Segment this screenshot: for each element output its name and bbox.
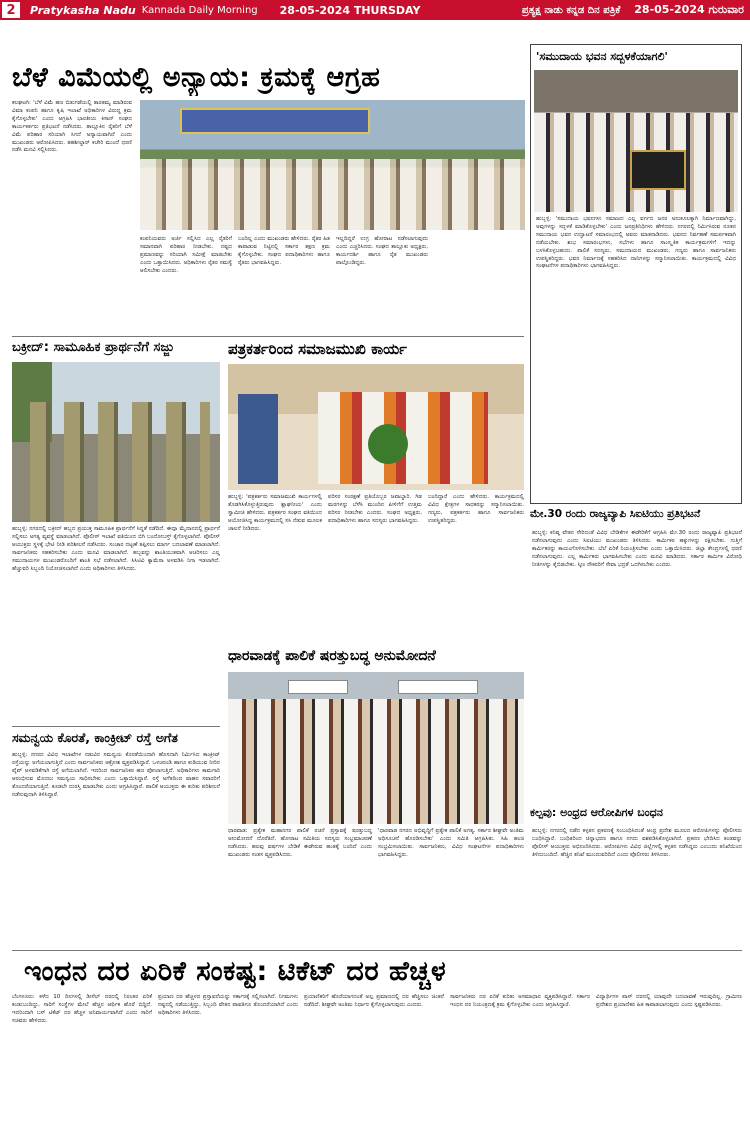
- story2-photo: [534, 70, 738, 212]
- story4-col1: ಹುಬ್ಬಳ್ಳಿ: 'ಪತ್ರಕರ್ತರು ಸಮಾಜಮುಖಿ ಕಾರ್ಯಗಳಲ್ಲಿ ತೊಡಗಿಸಿಕೊಳ್ಳುತ್ತಿರುವುದು ಶ್ಲಾಘನೀಯ' ಎಂದು ಸ್ವಾಮೀಜಿ ಹೇಳಿದರು. ಪತ್ರಕರ್ತರ ಸಂಘದ ವತಿಯಿಂದ ಆಯೋಜಿಸಿದ್ದ ಕಾರ್ಯಕ್ರಮದಲ್ಲಿ ಸಸಿ ನೆಡುವ ಮೂಲಕ ಚಾಲನೆ ನೀಡಿದರು.: [228, 494, 322, 532]
- story1-col4: ಇಲ್ಲದಿದ್ದರೆ ಉಗ್ರ ಹೋರಾಟ ನಡೆಸಲಾಗುವುದು ಎಂದು ಎಚ್ಚರಿಸಿದರು. ಸಂಘದ ತಾಲ್ಲೂಕು ಅಧ್ಯಕ್ಷರು, ಕಾರ್ಯದರ್ಶಿ ಹಾಗೂ ರೈತ ಮುಖಂಡರು ಪಾಲ್ಗೊಂಡಿದ್ದರು.: [336, 236, 428, 266]
- story6-headline: ಸಮನ್ವಯ ಕೊರತೆ, ಕಾಂಕ್ರೀಟ್ ರಸ್ತೆ ಅಗೆತ: [12, 730, 178, 745]
- story1-col5: [434, 236, 524, 332]
- story9-col4: ಸಾರ್ವಜನಿಕರು ದರ ಏರಿಕೆ ಕುರಿತು ಅಸಮಾಧಾನ ವ್ಯಕ್ತಪಡಿಸಿದ್ದಾರೆ. ಸರ್ಕಾರ ಇಂಧನ ದರ ನಿಯಂತ್ರಣಕ್ಕೆ ಕ್ರಮ ಕೈಗೊಳ್ಳಬೇಕು ಎಂದು ಆಗ್ರಹಿಸಿದ್ದಾರೆ.: [450, 994, 590, 1008]
- divider: [12, 336, 524, 337]
- photo-sign: [398, 680, 478, 694]
- masthead-bar: [0, 0, 750, 20]
- story7-photo: [228, 672, 524, 824]
- page-number: 2: [0, 0, 22, 20]
- story1-col1: ಕಲಘಟಗಿ: 'ಬೆಳೆ ವಿಮೆ ಹಣ ಬಿಡುಗಡೆಯಲ್ಲಿ ತಾರತಮ್ಯ ಮಾಡಿರುವ ವಿಮಾ ಕಂಪನಿ ಹಾಗೂ ಕೃಷಿ ಇಲಾಖೆ ಅಧಿಕಾರಿಗಳ ವಿರುದ್ಧ ಕ್ರಮ ಕೈಗೊಳ್ಳಬೇಕು' ಎಂದು ಆಗ್ರಹಿಸಿ ಭಾರತೀಯ ಕಿಸಾನ್ ಸಂಘದ ಕಾರ್ಯಕರ್ತರು ಪ್ರತಿಭಟನೆ ನಡೆಸಿದರು. ತಾಲ್ಲೂಕಿನ ರೈತರಿಗೆ ಬೆಳೆ ವಿಮೆ ಪರಿಹಾರ ಸರಿಯಾಗಿ ಸಿಗದೆ ಅನ್ಯಾಯವಾಗಿದೆ ಎಂದು ಮುಖಂಡರು ಆರೋಪಿಸಿದರು. ತಹಶೀಲ್ದಾರ್ ಕಚೇರಿ ಮುಂದೆ ಧರಣಿ ನಡೆಸಿ ಮನವಿ ಸಲ್ಲಿಸಿದರು.: [12, 100, 132, 154]
- story9-col1: ಬೆಂಗಳೂರು: ಕಳೆದ 10 ದಿನಗಳಲ್ಲಿ ಡೀಸೆಲ್ ದರದಲ್ಲಿ ನಿರಂತರ ಏರಿಕೆ ಕಂಡುಬಂದಿದ್ದು, ಸಾರಿಗೆ ಸಂಸ್ಥೆಗಳ ಮೇಲೆ ಹೆಚ್ಚಿನ ಆರ್ಥಿಕ ಹೊರೆ ಬಿದ್ದಿದೆ. ಇದರಿಂದಾಗಿ ಬಸ್ ಟಿಕೆಟ್ ದರ ಹೆಚ್ಚಳ ಅನಿವಾರ್ಯವಾಗಿದೆ ಎಂದು ಸಾರಿಗೆ ಸಚಿವರು ಹೇಳಿದರು.: [12, 994, 152, 1024]
- story2-body: ಹುಬ್ಬಳ್ಳಿ: 'ಸಮುದಾಯ ಭವನಗಳು ಸಮಾಜದ ಎಲ್ಲ ವರ್ಗದ ಜನರ ಅನುಕೂಲಕ್ಕಾಗಿ ನಿರ್ಮಾಣವಾಗಿದ್ದು, ಅವುಗಳನ್ನು ಸದ್ಬಳಕೆ ಮಾಡಿಕೊಳ್ಳಬೇಕು' ಎಂದು ಜನಪ್ರತಿನಿಧಿಗಳು ಹೇಳಿದರು. ನಗರದಲ್ಲಿ ನಿರ್ಮಿಸಿರುವ ನೂತನ ಸಮುದಾಯ ಭವನ ಉದ್ಘಾಟನೆ ಸಮಾರಂಭದಲ್ಲಿ ಅವರು ಮಾತನಾಡಿದರು. ಭವನದ ನಿರ್ವಹಣೆ ಸಮರ್ಪಕವಾಗಿ ನಡೆಯಬೇಕು. ಶುಭ ಸಮಾರಂಭಗಳು, ಸಭೆಗಳು ಹಾಗೂ ಸಾಂಸ್ಕೃತಿಕ ಕಾರ್ಯಕ್ರಮಗಳಿಗೆ ಇದನ್ನು ಬಳಸಿಕೊಳ್ಳಬಹುದು. ಪಾಲಿಕೆ ಸದಸ್ಯರು, ಸಮುದಾಯದ ಮುಖಂಡರು, ಗಣ್ಯರು ಹಾಗೂ ಸಾರ್ವಜನಿಕರು ಉಪಸ್ಥಿತರಿದ್ದರು. ಭವನ ನಿರ್ಮಾಣಕ್ಕೆ ಸಹಕರಿಸಿದ ದಾನಿಗಳನ್ನು ಸನ್ಮಾನಿಸಲಾಯಿತು. ಕಾರ್ಯಕ್ರಮದಲ್ಲಿ ವಿವಿಧ ಸಂಘಟನೆಗಳ ಪದಾಧಿಕಾರಿಗಳು ಭಾಗವಹಿಸಿದ್ದರು.: [536, 216, 736, 270]
- story4-headline: ಪತ್ರಕರ್ತರಿಂದ ಸಮಾಜಮುಖಿ ಕಾರ್ಯ: [228, 340, 407, 358]
- story1-col3: ಬಂದಿಲ್ಲ ಎಂದು ಮುಖಂಡರು ಹೇಳಿದರು. ರೈತರ ಹಿತ ಕಾಪಾಡುವ ನಿಟ್ಟಿನಲ್ಲಿ ಸರ್ಕಾರ ತಕ್ಷಣ ಕ್ರಮ ಕೈಗೊಳ್ಳಬೇಕು. ಸಂಘದ ಪದಾಧಿಕಾರಿಗಳು ಹಾಗೂ ರೈತರು ಭಾಗವಹಿಸಿದ್ದರು.: [238, 236, 330, 266]
- photo-crowd: [228, 699, 524, 824]
- story1-col2: ಕಂಪನಿಯವರು ಅರ್ಜಿ ಸಲ್ಲಿಸಿದ ಎಲ್ಲ ರೈತರಿಗೆ ಸಮಾನವಾಗಿ ಪರಿಹಾರ ನೀಡಬೇಕು. ನಷ್ಟದ ಪ್ರಮಾಣವನ್ನು ಸರಿಯಾಗಿ ಸಮೀಕ್ಷೆ ಮಾಡಬೇಕು ಎಂದು ಒತ್ತಾಯಿಸಿದರು. ಅಧಿಕಾರಿಗಳು ರೈತರ ಸಮಸ್ಯೆ ಆಲಿಸಬೇಕು ಎಂದರು.: [140, 236, 232, 274]
- edition-label: Kannada Daily Morning: [141, 4, 258, 16]
- story3-headline: ಬಕ್ರೀದ್: ಸಾಮೂಹಿಕ ಪ್ರಾರ್ಥನೆಗೆ ಸಜ್ಜು: [12, 340, 175, 355]
- story1-photo: [140, 100, 525, 230]
- story2-headline: 'ಸಮುದಾಯ ಭವನ ಸದ್ಬಳಕೆಯಾಗಲಿ': [536, 50, 668, 63]
- publication-name: Pratykasha Nadu: [30, 3, 136, 17]
- photo-plant: [368, 424, 408, 464]
- story8-headline: ಕಲ್ಪವು: ಅಂಧ್ರದ ಆರೋಪಿಗಳ ಬಂಧನ: [530, 806, 663, 819]
- divider: [12, 726, 220, 727]
- photo-crowd: [140, 159, 525, 231]
- story9-col2: ಪ್ರಯಾಣ ದರ ಹೆಚ್ಚಳದ ಪ್ರಸ್ತಾವನೆಯನ್ನು ಸರ್ಕಾರಕ್ಕೆ ಸಲ್ಲಿಸಲಾಗಿದೆ. ನಿಗಮಗಳು ನಷ್ಟದಲ್ಲಿ ನಡೆಯುತ್ತಿದ್ದು, ಸಿಬ್ಬಂದಿ ವೇತನ ಪಾವತಿಗೂ ತೊಂದರೆಯಾಗಿದೆ ಎಂದು ಅಧಿಕಾರಿಗಳು ತಿಳಿಸಿದರು.: [158, 994, 298, 1016]
- story9-col3: ಪ್ರಯಾಣಿಕರಿಗೆ ಹೊರೆಯಾಗದಂತೆ ಅಲ್ಪ ಪ್ರಮಾಣದಲ್ಲಿ ದರ ಹೆಚ್ಚಿಸಲು ಚಿಂತನೆ ನಡೆದಿದೆ. ಶೀಘ್ರವೇ ಅಂತಿಮ ನಿರ್ಧಾರ ಕೈಗೊಳ್ಳಲಾಗುವುದು ಎಂದರು.: [304, 994, 444, 1008]
- story6-body: ಹುಬ್ಬಳ್ಳಿ: ನಗರದ ವಿವಿಧ ಇಲಾಖೆಗಳ ನಡುವಿನ ಸಮನ್ವಯ ಕೊರತೆಯಿಂದಾಗಿ ಹೊಸದಾಗಿ ನಿರ್ಮಿಸಿದ ಕಾಂಕ್ರೀಟ್ ರಸ್ತೆಯನ್ನು ಅಗೆಯಲಾಗುತ್ತಿದೆ ಎಂದು ಸಾರ್ವಜನಿಕರು ಆಕ್ರೋಶ ವ್ಯಕ್ತಪಡಿಸಿದ್ದಾರೆ. ಒಳಚರಂಡಿ ಹಾಗೂ ಕುಡಿಯುವ ನೀರಿನ ಪೈಪ್ ಅಳವಡಿಕೆಗಾಗಿ ರಸ್ತೆ ಅಗೆಯಲಾಗಿದೆ. ಇದರಿಂದ ಸಾರ್ವಜನಿಕರ ಹಣ ಪೋಲಾಗುತ್ತಿದೆ. ಅಧಿಕಾರಿಗಳು ಕಾಮಗಾರಿ ಆರಂಭಿಸುವ ಮೊದಲು ಸಮನ್ವಯ ಸಾಧಿಸಬೇಕು ಎಂದು ಒತ್ತಾಯಿಸಿದ್ದಾರೆ. ರಸ್ತೆ ಅಗೆತದಿಂದ ವಾಹನ ಸವಾರರಿಗೆ ತೊಂದರೆಯಾಗುತ್ತಿದೆ. ಕೂಡಲೇ ದುರಸ್ತಿ ಮಾಡಬೇಕು ಎಂದು ಆಗ್ರಹಿಸಿದ್ದಾರೆ. ಪಾಲಿಕೆ ಆಯುಕ್ತರು ಈ ಕುರಿತು ಪರಿಶೀಲನೆ ನಡೆಸುವುದಾಗಿ ತಿಳಿಸಿದ್ದಾರೆ.: [12, 752, 220, 798]
- divider: [12, 950, 742, 951]
- date-kannada: 28-05-2024 ಗುರುವಾರ: [634, 3, 744, 16]
- story5-body: ಹುಬ್ಬಳ್ಳಿ: ಕನಿಷ್ಠ ವೇತನ ಸೇರಿದಂತೆ ವಿವಿಧ ಬೇಡಿಕೆಗಳ ಈಡೇರಿಕೆಗೆ ಆಗ್ರಹಿಸಿ ಮೇ.30 ರಂದು ರಾಜ್ಯವ್ಯಾಪಿ ಪ್ರತಿಭಟನೆ ನಡೆಸಲಾಗುವುದು ಎಂದು ಸಿಐಟಿಯು ಮುಖಂಡರು ತಿಳಿಸಿದರು. ಕಾರ್ಮಿಕರ ಹಕ್ಕುಗಳನ್ನು ರಕ್ಷಿಸಬೇಕು. ಗುತ್ತಿಗೆ ಕಾರ್ಮಿಕರನ್ನು ಕಾಯಂಗೊಳಿಸಬೇಕು. ಬೆಲೆ ಏರಿಕೆ ನಿಯಂತ್ರಿಸಬೇಕು ಎಂದು ಒತ್ತಾಯಿಸಿದರು. ಜಿಲ್ಲಾ ಕೇಂದ್ರಗಳಲ್ಲಿ ಧರಣಿ ನಡೆಸಲಾಗುವುದು. ಎಲ್ಲ ಕಾರ್ಮಿಕರು ಭಾಗವಹಿಸಬೇಕು ಎಂದು ಮನವಿ ಮಾಡಿದರು. ಸರ್ಕಾರ ಕಾರ್ಮಿಕ ವಿರೋಧಿ ನೀತಿಗಳನ್ನು ಕೈಬಿಡಬೇಕು. ಸ್ಕೀಂ ನೌಕರರಿಗೆ ಸೇವಾ ಭದ್ರತೆ ಒದಗಿಸಬೇಕು ಎಂದರು.: [532, 530, 742, 568]
- story7-col1: ಧಾರವಾಡ: ಪ್ರತ್ಯೇಕ ಮಹಾನಗರ ಪಾಲಿಕೆ ರಚನೆ ಪ್ರಸ್ತಾವಕ್ಕೆ ಷರತ್ತುಬದ್ಧ ಅನುಮೋದನೆ ದೊರೆತಿದೆ. ಹೋರಾಟ ಸಮಿತಿಯ ಸದಸ್ಯರು ಸಂಭ್ರಮಾಚರಣೆ ನಡೆಸಿದರು. ಹಲವು ವರ್ಷಗಳ ಬೇಡಿಕೆ ಈಡೇರುವ ಹಂತಕ್ಕೆ ಬಂದಿದೆ ಎಂದು ಮುಖಂಡರು ಸಂತಸ ವ್ಯಕ್ತಪಡಿಸಿದರು.: [228, 828, 372, 858]
- story4-col3: ಬಂದಿದ್ದಾರೆ ಎಂದು ಹೇಳಿದರು. ಕಾರ್ಯಕ್ರಮದಲ್ಲಿ ವಿವಿಧ ಕ್ಷೇತ್ರಗಳ ಸಾಧಕರನ್ನು ಸನ್ಮಾನಿಸಲಾಯಿತು. ಗಣ್ಯರು, ಪತ್ರಕರ್ತರು ಹಾಗೂ ಸಾರ್ವಜನಿಕರು ಉಪಸ್ಥಿತರಿದ್ದರು.: [428, 494, 524, 524]
- story7-headline: ಧಾರವಾಡಕ್ಕೆ ಪಾಲಿಕೆ ಷರತ್ತುಬದ್ಧ ಅನುಮೋದನೆ: [228, 648, 436, 664]
- story7-col2: 'ಧಾರವಾಡ ನಗರದ ಅಭಿವೃದ್ಧಿಗೆ ಪ್ರತ್ಯೇಕ ಪಾಲಿಕೆ ಅಗತ್ಯ. ಸರ್ಕಾರ ಶೀಘ್ರವೇ ಅಂತಿಮ ಅಧಿಸೂಚನೆ ಹೊರಡಿಸಬೇಕು' ಎಂದು ಸಮಿತಿ ಆಗ್ರಹಿಸಿತು. ಸಿಹಿ ಹಂಚಿ ಸಂಭ್ರಮಿಸಲಾಯಿತು. ಸಾರ್ವಜನಿಕರು, ವಿವಿಧ ಸಂಘಟನೆಗಳ ಪದಾಧಿಕಾರಿಗಳು ಭಾಗವಹಿಸಿದ್ದರು.: [378, 828, 524, 858]
- photo-policemen: [30, 402, 210, 522]
- story3-photo: [12, 362, 220, 522]
- story9-col5: ವಿದ್ಯಾರ್ಥಿಗಳ ಪಾಸ್ ದರದಲ್ಲಿ ಯಾವುದೇ ಬದಲಾವಣೆ ಇರುವುದಿಲ್ಲ. ಗ್ರಾಮೀಣ ಪ್ರದೇಶದ ಪ್ರಯಾಣಿಕರ ಹಿತ ಕಾಪಾಡಲಾಗುವುದು ಎಂದು ಸ್ಪಷ್ಟಪಡಿಸಿದರು.: [596, 994, 742, 1008]
- story9-headline: ಇಂಧನ ದರ ಏರಿಕೆ ಸಂಕಷ್ಟ: ಟಿಕೆಟ್ ದರ ಹೆಚ್ಚಳ: [24, 956, 447, 987]
- story4-col2: ಪರಿಸರ ಸಂರಕ್ಷಣೆ ಪ್ರತಿಯೊಬ್ಬರ ಜವಾಬ್ದಾರಿ. ಗಿಡ ಮರಗಳನ್ನು ಬೆಳೆಸಿ ಮುಂದಿನ ಪೀಳಿಗೆಗೆ ಉತ್ತಮ ಪರಿಸರ ನೀಡಬೇಕು ಎಂದರು. ಸಂಘದ ಅಧ್ಯಕ್ಷರು, ಪದಾಧಿಕಾರಿಗಳು ಹಾಗೂ ಸದಸ್ಯರು ಭಾಗವಹಿಸಿದ್ದರು.: [328, 494, 422, 524]
- story4-photo: [228, 364, 524, 490]
- photo-sign: [288, 680, 348, 694]
- date-english: 28-05-2024 THURSDAY: [279, 3, 421, 17]
- photo-banner: [180, 108, 370, 134]
- story8-body: ಹುಬ್ಬಳ್ಳಿ: ನಗರದಲ್ಲಿ ನಡೆದ ಕಳ್ಳತನ ಪ್ರಕರಣಕ್ಕೆ ಸಂಬಂಧಿಸಿದಂತೆ ಆಂಧ್ರ ಪ್ರದೇಶ ಮೂಲದ ಆರೋಪಿಗಳನ್ನು ಪೊಲೀಸರು ಬಂಧಿಸಿದ್ದಾರೆ. ಬಂಧಿತರಿಂದ ಚಿನ್ನಾಭರಣ ಹಾಗೂ ನಗದು ವಶಪಡಿಸಿಕೊಳ್ಳಲಾಗಿದೆ. ಪ್ರಕರಣ ಭೇದಿಸಿದ ತಂಡವನ್ನು ಪೊಲೀಸ್ ಆಯುಕ್ತರು ಅಭಿನಂದಿಸಿದರು. ಆರೋಪಿಗಳು ವಿವಿಧ ಜಿಲ್ಲೆಗಳಲ್ಲಿ ಕಳ್ಳತನ ನಡೆಸಿದ್ದರು ಎಂಬುದು ತನಿಖೆಯಿಂದ ತಿಳಿದುಬಂದಿದೆ. ಹೆಚ್ಚಿನ ತನಿಖೆ ಮುಂದುವರಿದಿದೆ ಎಂದು ಪೊಲೀಸರು ತಿಳಿಸಿದರು.: [532, 828, 742, 858]
- story1-headline: ಬೆಳೆ ವಿಮೆಯಲ್ಲಿ ಅನ್ಯಾಯ: ಕ್ರಮಕ್ಕೆ ಆಗ್ರಹ: [12, 62, 381, 93]
- masthead-kannada: ಪ್ರತ್ಯಕ್ಷ ನಾಡು ಕನ್ನಡ ದಿನ ಪತ್ರಿಕೆ: [521, 4, 621, 16]
- story3-body: ಹುಬ್ಬಳ್ಳಿ: ನಗರದಲ್ಲಿ ಬಕ್ರೀದ್ ಹಬ್ಬದ ಪ್ರಯುಕ್ತ ಸಾಮೂಹಿಕ ಪ್ರಾರ್ಥನೆಗೆ ಸಿದ್ಧತೆ ನಡೆದಿದೆ. ಈದ್ಗಾ ಮೈದಾನದಲ್ಲಿ ಪ್ರಾರ್ಥನೆ ಸಲ್ಲಿಸಲು ಅಗತ್ಯ ವ್ಯವಸ್ಥೆ ಮಾಡಲಾಗಿದೆ. ಪೊಲೀಸ್ ಇಲಾಖೆ ವತಿಯಿಂದ ಬಿಗಿ ಬಂದೋಬಸ್ತ್ ಕೈಗೊಳ್ಳಲಾಗಿದೆ. ಪೊಲೀಸ್ ಆಯುಕ್ತರು ಸ್ಥಳಕ್ಕೆ ಭೇಟಿ ನೀಡಿ ಪರಿಶೀಲನೆ ನಡೆಸಿದರು. ಸಂಚಾರ ದಟ್ಟಣೆ ತಪ್ಪಿಸಲು ಮಾರ್ಗ ಬದಲಾವಣೆ ಮಾಡಲಾಗಿದೆ. ಸಾರ್ವಜನಿಕರು ಸಹಕರಿಸಬೇಕು ಎಂದು ಮನವಿ ಮಾಡಲಾಗಿದೆ. ಹಬ್ಬವನ್ನು ಶಾಂತಿಯುತವಾಗಿ ಆಚರಿಸಲು ಎಲ್ಲ ಸಮುದಾಯಗಳ ಮುಖಂಡರೊಂದಿಗೆ ಶಾಂತಿ ಸಭೆ ನಡೆಸಲಾಗಿದೆ. ಸಿಸಿಟಿವಿ ಕ್ಯಾಮೆರಾ ಅಳವಡಿಸಿ ನಿಗಾ ಇಡಲಾಗಿದೆ. ಹೆಚ್ಚುವರಿ ಸಿಬ್ಬಂದಿ ನಿಯೋಜಿಸಲಾಗಿದೆ ಎಂದು ಅಧಿಕಾರಿಗಳು ತಿಳಿಸಿದರು.: [12, 526, 220, 572]
- story5-headline: ಮೇ.30 ರಂದು ರಾಜ್ಯವ್ಯಾಪಿ ಸಿಐಟಿಯು ಪ್ರತಿಭಟನೆ: [530, 508, 701, 520]
- photo-plaque: [630, 150, 686, 190]
- photo-person: [238, 394, 278, 484]
